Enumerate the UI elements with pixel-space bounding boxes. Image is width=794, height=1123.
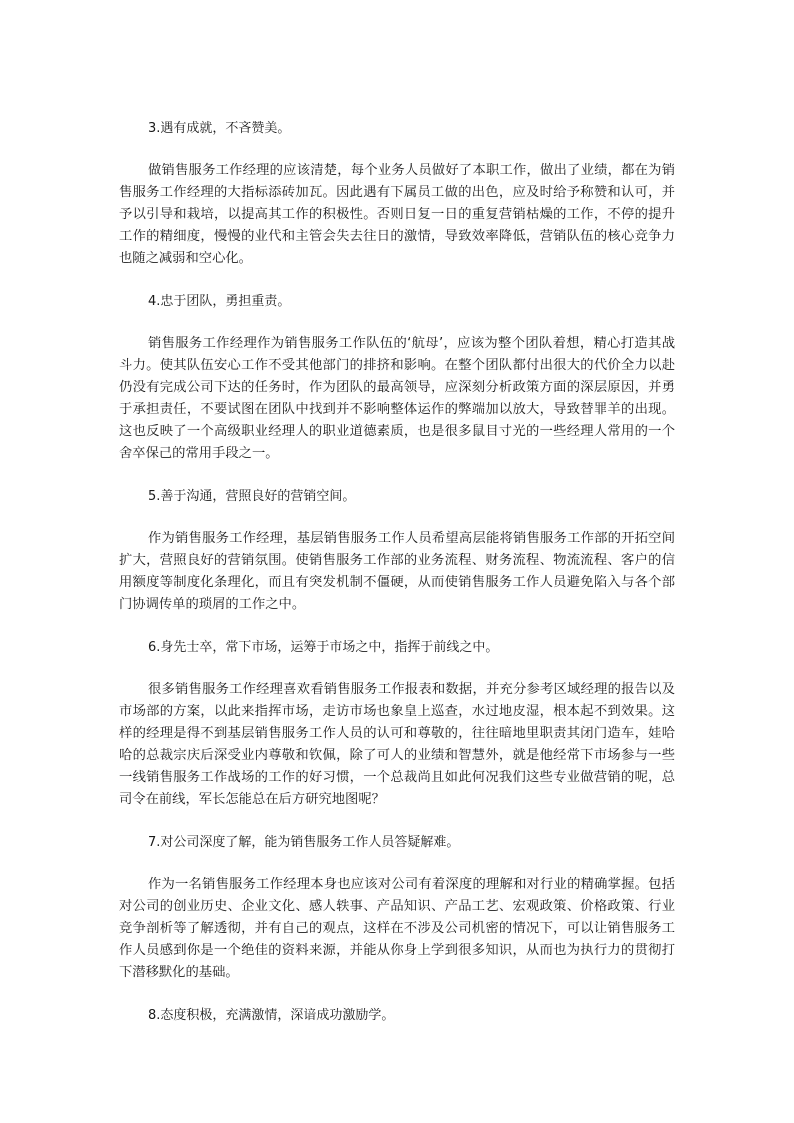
document-page xyxy=(119,118,675,1027)
section-heading-6: 6.身先士卒，常下市场，运筹于市场之中，指挥于前线之中。 xyxy=(148,640,499,655)
section-body-4: 销售服务工作经理作为销售服务工作队伍的‘航母’，应该为整个团队着想，精心打造其战斗力。使其队伍安心工作不受其他部门的排挤和影响。在整个团队都付出很大的代价全力以赴仍没有完成公司下达的任务时，作为团队的最高领导，应深刻分析政策方面的深层原因，并勇于承担责任，不要试图在团队中找到并不影响整体运作的弊端加以放大，导致替罪羊的出现。这也反映了一个高级职业经理人的职业道德素质，也是很多鼠目寸光的一些经理人常用的一个舍卒保己的常用手段之一。 xyxy=(119,336,675,461)
section-heading-5: 5.善于沟通，营照良好的营销空间。 xyxy=(148,489,356,504)
section-body-7: 作为一名销售服务工作经理本身也应该对公司有着深度的理解和对行业的精确掌握。包括对公司的创业历史、企业文化、感人轶事、产品知识、产品工艺、宏观政策、价格政策、行业竞争剖析等了解透彻，并有自己的观点，这样在不涉及公司机密的情况下，可以让销售服务工作人员感到你是一个绝佳的资料来源，并能从你身上学到很多知识，从而也为执行力的贯彻打下潜移默化的基础。 xyxy=(119,877,675,980)
section-body-5: 作为销售服务工作经理，基层销售服务工作人员希望高层能将销售服务工作部的开拓空间扩大，营照良好的营销氛围。使销售服务工作部的业务流程、财务流程、物流流程、客户的信用额度等制度化条理化，而且有突发机制不僵硬，从而使销售服务工作人员避免陷入与各个部门协调传单的琐屑的工作之中。 xyxy=(119,531,675,612)
section-body-3: 做销售服务工作经理的应该清楚，每个业务人员做好了本职工作，做出了业绩，都在为销售服务工作经理的大指标添砖加瓦。因此遇有下属员工做的出色，应及时给予称赞和认可，并予以引导和栽培，以提高其工作的积极性。否则日复一日的重复营销枯燥的工作，不停的提升工作的精细度，慢慢的业代和主管会失去往日的激情，导致效率降低，营销队伍的核心竞争力也随之减弱和空心化。 xyxy=(119,163,675,266)
section-heading-8: 8.态度积极，充满激情，深谙成功激励学。 xyxy=(148,1008,395,1023)
section-heading-7: 7.对公司深度了解，能为销售服务工作人员答疑解难。 xyxy=(148,835,460,850)
section-heading-4: 4.忠于团队，勇担重责。 xyxy=(148,294,291,309)
section-heading-3: 3.遇有成就，不吝赞美。 xyxy=(148,121,291,136)
section-body-6: 很多销售服务工作经理喜欢看销售服务工作报表和数据，并充分参考区域经理的报告以及市场部的方案，以此来指挥市场，走访市场也象皇上巡查，水过地皮湿，根本起不到效果。这样的经理是得不到基层销售服务工作人员的认可和尊敬的，往往暗地里职责其闭门造车，娃哈哈的总裁宗庆后深受业内尊敬和钦佩，除了可人的业绩和智慧外，就是他经常下市场参与一些一线销售服务工作战场的工作的好习惯，一个总裁尚且如此何况我们这些专业做营销的呢，总司令在前线，军长怎能总在后方研究地图呢？ xyxy=(119,682,675,807)
